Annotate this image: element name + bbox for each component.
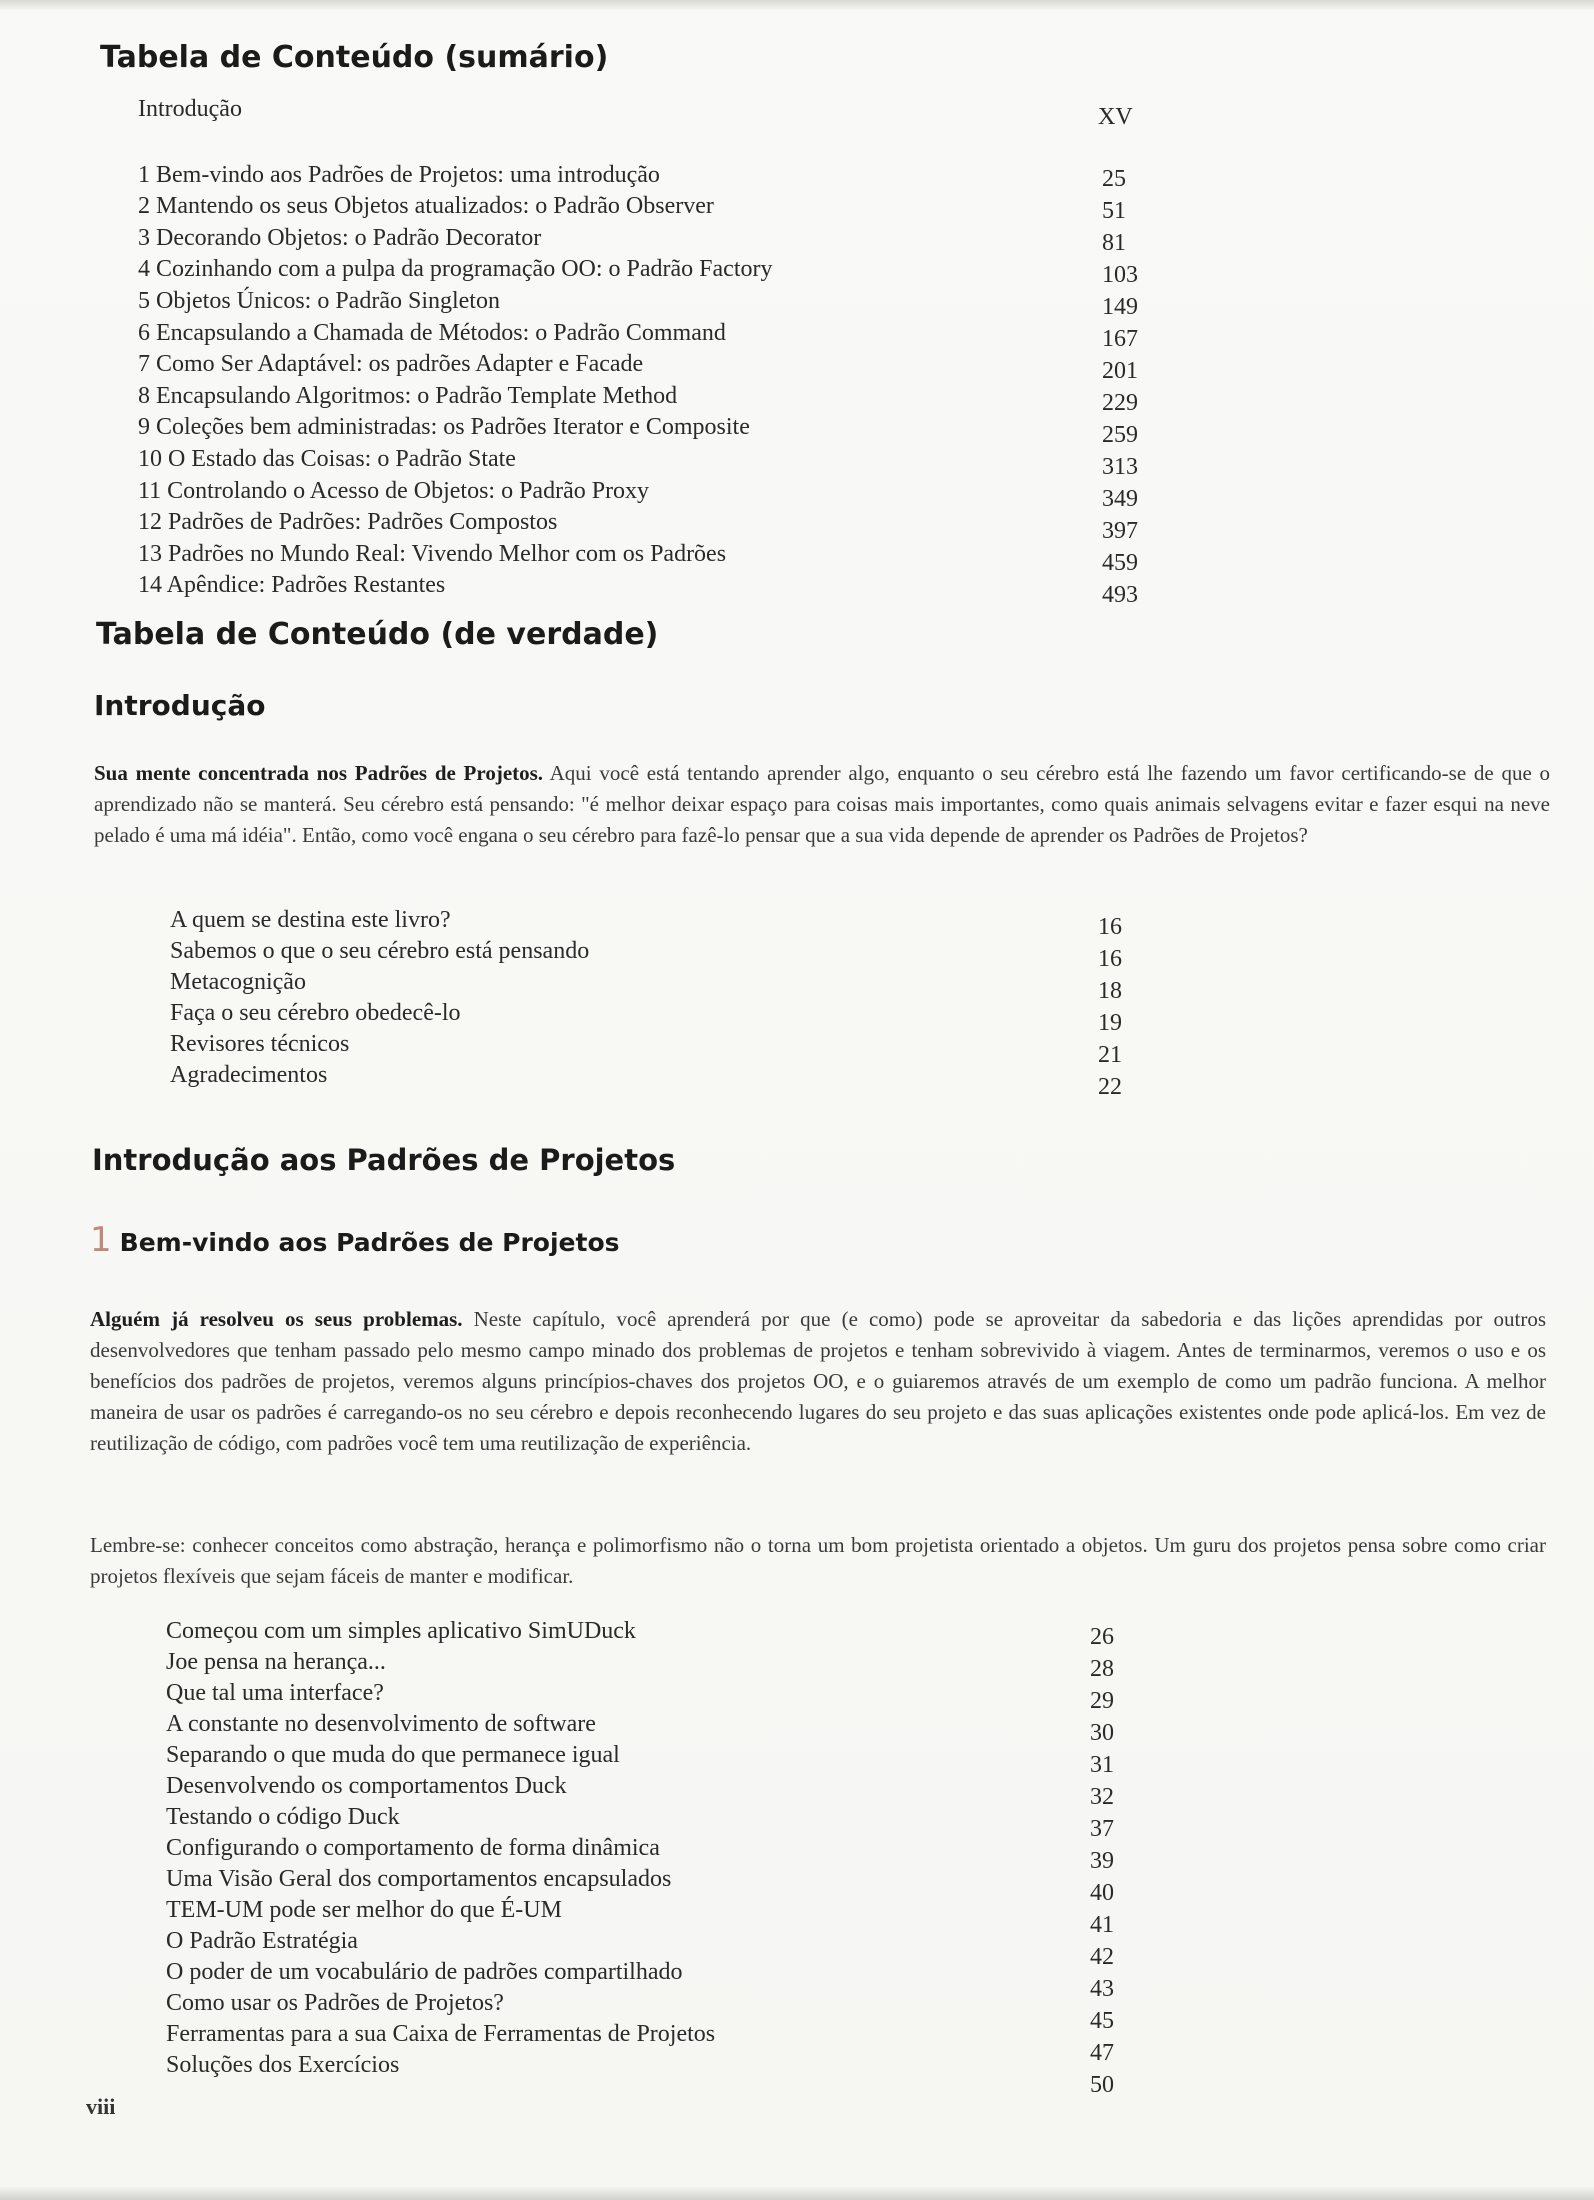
scan-top-edge: [0, 0, 1594, 10]
chapter-paragraph-2: Lembre-se: conhecer conceitos como abstração, herança e polimorfismo não o torna um bom projetista orientado a objetos. Um guru dos projetos pensa sobre como criar projetos flexíveis que sejam fáceis de manter e modificar.: [90, 1533, 1546, 1588]
toc-chapter-page: 81: [1102, 230, 1126, 256]
chapter-item-label: A constante no desenvolvimento de software: [166, 1711, 596, 1737]
chapter-number: 1: [90, 1220, 112, 1260]
intro-paragraph: [94, 758, 1550, 851]
toc-chapter-label: 14 Apêndice: Padrões Restantes: [138, 572, 446, 598]
toc-chapter-page: 313: [1102, 454, 1138, 480]
chapter-item-page: 42: [1090, 1944, 1114, 1970]
chapter-item-label: Joe pensa na herança...: [166, 1649, 386, 1675]
intro-item-label: Sabemos o que o seu cérebro está pensando: [170, 938, 590, 964]
chapter-item-page: 45: [1090, 2008, 1114, 2034]
toc-chapter-page: 259: [1102, 422, 1138, 448]
chapter-item-label: Desenvolvendo os comportamentos Duck: [166, 1773, 567, 1799]
chapter-item-page: 40: [1090, 1880, 1114, 1906]
chapter-item-label: Uma Visão Geral dos comportamentos encapsulados: [166, 1866, 672, 1892]
chapter-item-label: Ferramentas para a sua Caixa de Ferramentas de Projetos: [166, 2021, 716, 2047]
part-heading: Introdução aos Padrões de Projetos: [92, 1143, 676, 1177]
chapter-item-label: Separando o que muda do que permanece igual: [166, 1742, 620, 1768]
toc-detail-title: Tabela de Conteúdo (de verdade): [96, 617, 659, 652]
toc-chapter-page: 397: [1102, 518, 1138, 544]
chapter-item-label: O poder de um vocabulário de padrões compartilhado: [166, 1959, 683, 1985]
chapter-item-label: Como usar os Padrões de Projetos?: [166, 1990, 504, 2016]
toc-intro-page: XV: [1098, 104, 1133, 130]
chapter-item-page: 39: [1090, 1848, 1114, 1874]
intro-item-page: 16: [1098, 914, 1122, 940]
chapter-item-label: Configurando o comportamento de forma dinâmica: [166, 1835, 660, 1861]
chapter-item-page: 41: [1090, 1912, 1114, 1938]
intro-item-label: Revisores técnicos: [170, 1031, 350, 1057]
chapter-item-page: 43: [1090, 1976, 1114, 2002]
toc-chapter-label: 9 Coleções bem administradas: os Padrões Iterator e Composite: [138, 414, 750, 440]
chapter-item-label: Soluções dos Exercícios: [166, 2052, 400, 2078]
chapter-item-page: 26: [1090, 1624, 1114, 1650]
intro-item-page: 19: [1098, 1010, 1122, 1036]
toc-chapter-label: 8 Encapsulando Algoritmos: o Padrão Template Method: [138, 383, 678, 409]
toc-chapter-label: 1 Bem-vindo aos Padrões de Projetos: uma introdução: [138, 162, 660, 188]
intro-item-label: A quem se destina este livro?: [170, 907, 451, 933]
intro-item-page: 22: [1098, 1074, 1122, 1100]
toc-chapter-label: 3 Decorando Objetos: o Padrão Decorator: [138, 225, 542, 251]
chapter-item-label: Testando o código Duck: [166, 1804, 400, 1830]
intro-item-page: 18: [1098, 978, 1122, 1004]
chapter-item-label: TEM-UM pode ser melhor do que É-UM: [166, 1897, 562, 1923]
intro-item-label: Metacognição: [170, 969, 306, 995]
intro-body: Aqui você está tentando aprender algo, enquanto o seu cérebro está lhe fazendo um favor certificando-se de que o aprendizado não se manterá. Seu cérebro está pensando: "é melhor deixar espaço para coisas mais importantes, como quais animais selvagens evitar e fazer esqui na neve pelado é uma má idéia". Então, como você engana o seu cérebro para fazê-lo pensar que a sua vida depende de aprender os Padrões de Projetos?: [94, 761, 1551, 847]
toc-chapter-label: 6 Encapsulando a Chamada de Métodos: o Padrão Command: [138, 320, 726, 346]
page-folio: viii: [86, 2094, 116, 2119]
chapter-paragraph-1: [90, 1304, 1546, 1459]
chapter-item-page: 30: [1090, 1720, 1114, 1746]
toc-summary-title: Tabela de Conteúdo (sumário): [100, 40, 609, 75]
toc-intro-label: Introdução: [138, 96, 242, 122]
chapter-item-page: 31: [1090, 1752, 1114, 1778]
toc-chapter-page: 459: [1102, 550, 1138, 576]
chapter-item-label: O Padrão Estratégia: [166, 1928, 358, 1954]
toc-chapter-label: 11 Controlando o Acesso de Objetos: o Padrão Proxy: [138, 478, 650, 504]
intro-item-label: Faça o seu cérebro obedecê-lo: [170, 1000, 461, 1026]
chapter-title: [90, 1220, 620, 1260]
toc-chapter-page: 149: [1102, 294, 1138, 320]
toc-chapter-label: 2 Mantendo os seus Objetos atualizados: o Padrão Observer: [138, 193, 714, 219]
chapter-lead: Alguém já resolveu os seus problemas.: [90, 1307, 463, 1331]
intro-item-page: 16: [1098, 946, 1122, 972]
chapter-item-page: 50: [1090, 2072, 1114, 2098]
toc-chapter-label: 13 Padrões no Mundo Real: Vivendo Melhor com os Padrões: [138, 541, 727, 567]
chapter-item-page: 37: [1090, 1816, 1114, 1842]
toc-chapter-page: 167: [1102, 326, 1138, 352]
toc-chapter-page: 229: [1102, 390, 1138, 416]
toc-chapter-page: 201: [1102, 358, 1138, 384]
chapter-item-page: 32: [1090, 1784, 1114, 1810]
toc-chapter-label: 10 O Estado das Coisas: o Padrão State: [138, 446, 516, 472]
chapter-item-label: Começou com um simples aplicativo SimUDuck: [166, 1618, 636, 1644]
chapter-item-page: 29: [1090, 1688, 1114, 1714]
chapter-item-page: 47: [1090, 2040, 1114, 2066]
toc-chapter-label: 5 Objetos Únicos: o Padrão Singleton: [138, 288, 500, 314]
toc-chapter-page: 349: [1102, 486, 1138, 512]
toc-chapter-page: 103: [1102, 262, 1138, 288]
toc-chapter-label: 7 Como Ser Adaptável: os padrões Adapter e Facade: [138, 351, 644, 377]
toc-chapter-page: 493: [1102, 582, 1138, 608]
scan-bottom-edge: [0, 2186, 1594, 2200]
intro-heading: Introdução: [94, 689, 266, 722]
intro-item-label: Agradecimentos: [170, 1062, 328, 1088]
chapter-title-text: Bem-vindo aos Padrões de Projetos: [119, 1228, 620, 1257]
chapter-item-label: Que tal uma interface?: [166, 1680, 384, 1706]
chapter-body-1: Neste capítulo, você aprenderá por que (e como) pode se aproveitar da sabedoria e das lições aprendidas por outros desenvolvedores que tenham passado pelo mesmo campo minado dos problemas de projetos e tenham sobrevivido à viagem. Antes de terminarmos, veremos o uso e os benefícios dos padrões de projetos, veremos alguns princípios-chaves dos projetos OO, e o guiaremos através de um exemplo de como um padrão funciona. A melhor maneira de usar os padrões é carregando-os no seu cérebro e depois reconhecendo lugares do seu projeto e das suas aplicações existentes onde pode aplicá-los. Em vez de reutilização de código, com padrões você tem uma reutilização de experiência.: [90, 1307, 1546, 1455]
toc-chapter-page: 51: [1102, 198, 1126, 224]
toc-chapter-label: 12 Padrões de Padrões: Padrões Compostos: [138, 509, 558, 535]
toc-chapter-label: 4 Cozinhando com a pulpa da programação OO: o Padrão Factory: [138, 256, 773, 282]
toc-chapter-page: 25: [1102, 166, 1126, 192]
intro-lead: Sua mente concentrada nos Padrões de Projetos.: [94, 761, 544, 785]
intro-item-page: 21: [1098, 1042, 1122, 1068]
chapter-item-page: 28: [1090, 1656, 1114, 1682]
